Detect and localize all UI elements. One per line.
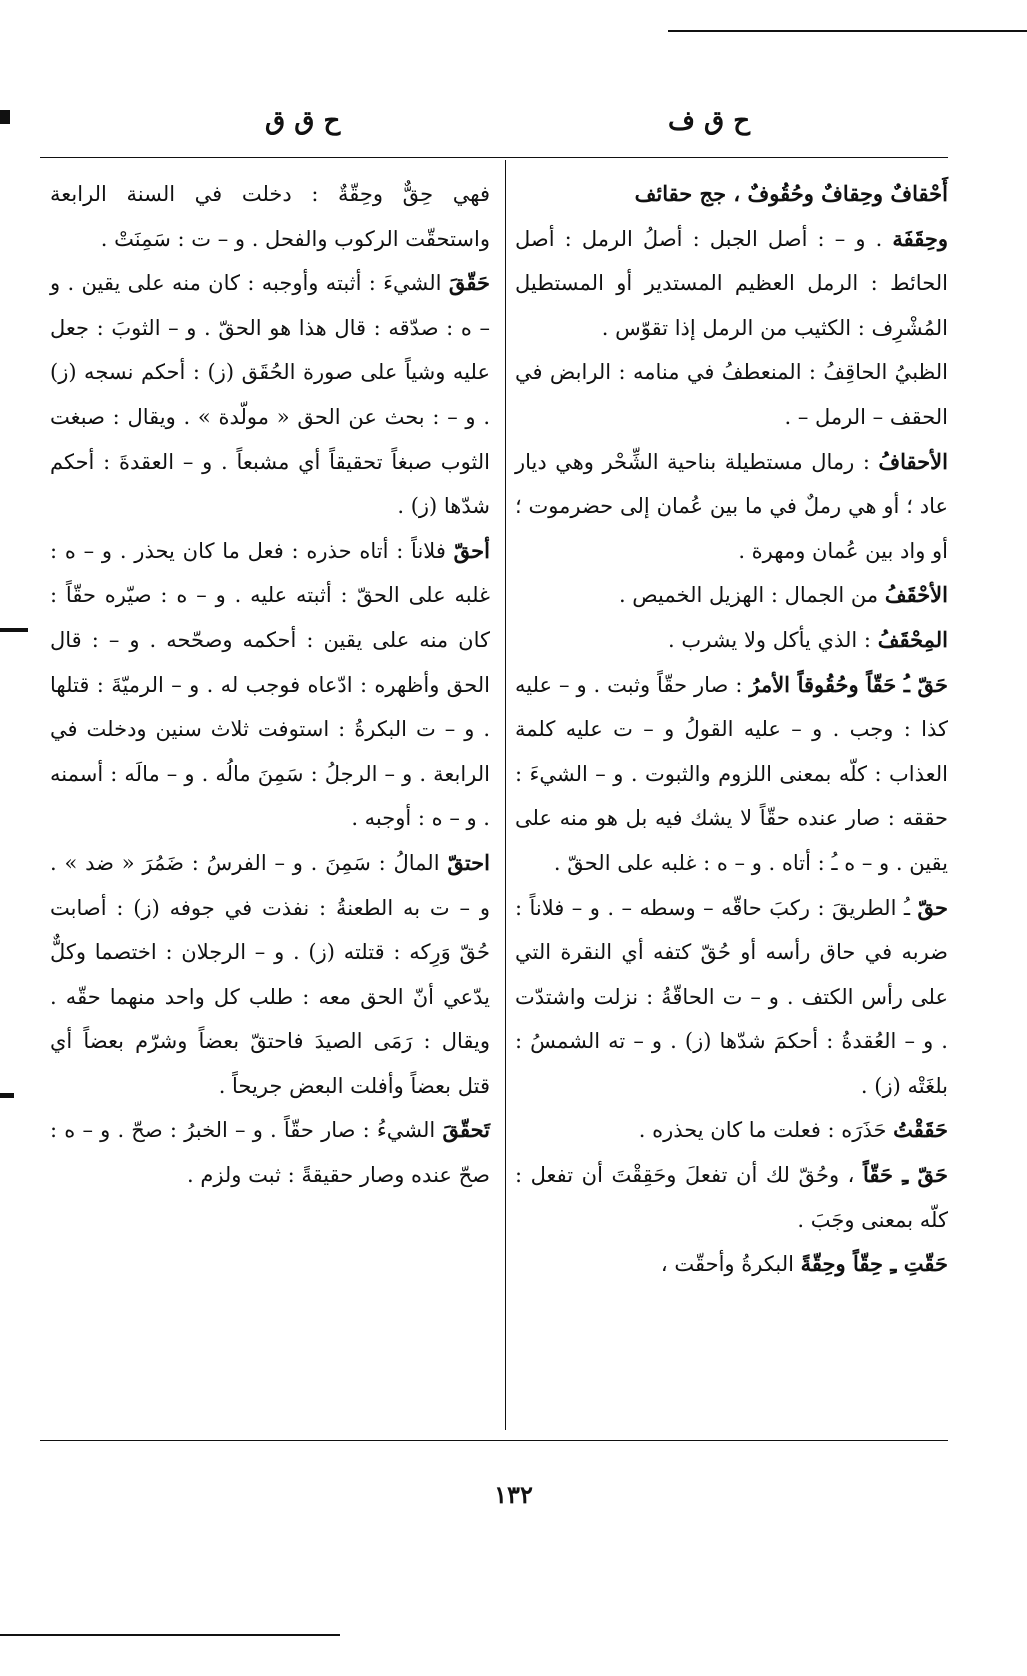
entry: حَقّ ـُ حَقّاً وحُقُوقاً الأمرُ : صار حقّاً وثبت . و – عليه كذا : وجب . و – عليه القولُ و – ت عليه كلمة العذاب : كلّه بمعنى اللزوم والثبوت . و – الشيءَ : حققه : صار عنده حقّاً لا يشك فيه بل هو منه على يقين . و – ه ـُ : أتاه . و – ه : غلبه على الحقّ . (515, 671, 949, 875)
bottom-rule (40, 1440, 948, 1441)
entry: المِحْقَفُ : الذي يأكل ولا يشرب . (667, 626, 948, 652)
entry: حَقّتِ ـِ حِقّاً وحِقّةً البكرةُ وأحقّت ، (660, 1251, 948, 1277)
entry: احتقّ المالُ : سَمِنَ . و – الفرسُ : ضَمُرَ « ضد » . و – ت به الطعنةُ : نفذت في جوفه (ز) : أصابت حُقّ وَرِكه : قتلته (ز) . و – الرجلان : اختصما وكلٌّ يدّعي أنّ الحق معه : طلب كل واحد منهما حقّه . ويقال : رَمَى الصيدَ فاحتقّ بعضاً وشرّم بعضاً أي قتل بعضاً وأفلت البعض جريحاً . (50, 849, 490, 1098)
page-number: ١٣٢ (494, 1480, 533, 1509)
column-divider (505, 160, 506, 1430)
scan-mark (0, 110, 10, 124)
header-rule (40, 157, 948, 158)
entry: تَحقّقَ الشيءُ : صار حقّاً . و – الخبرُ : صحّ . و – ه : صحّ عنده وصار حقيقةً : ثبت ولزم . (50, 1117, 490, 1188)
scan-mark (0, 628, 28, 632)
right-column (515, 172, 948, 1287)
top-rule (668, 30, 1027, 32)
entry: فهي حِقٌّ وحِقّةٌ : دخلت في السنة الرابعة واستحقّت الركوب والفحل . و – ت : سَمِنَتْ . (50, 182, 490, 251)
left-column (50, 172, 490, 1198)
entry: حَقّ ـِ حَقّاً ، وحُقّ لك أن تفعلَ وحَقِقْتَ أن تفعل : كلّه بمعنى وجَبَ . (515, 1162, 948, 1232)
entry: حقّ ـُ الطريقَ : ركبَ حاقّه – وسطه – . و – فلاناً : ضربه في حاق رأسه أو حُقّ كتفه أي النقرة التي على رأس الكتف . و – ت الحاقّةُ : نزلت واشتدّت . و – العُقدةُ : أحكمَ شدّها (ز) . و – ته الشمسُ : بلغَتْه (ز) . (515, 894, 948, 1098)
header-right: ح ق ف (668, 106, 751, 136)
entry: الظبيُ الحاقِفُ : المنعطفُ في منامه : الرابض في الحقف – الرمل – . (515, 360, 948, 429)
entry: الأحْقَفُ من الجمال : الهزيل الخميص . (618, 582, 948, 608)
entry: الأحقافُ : رمال مستطيلة بناحية الشِّحْر وهي ديار عاد ؛ أو هي رملٌ في ما بين عُمان إلى حضرموت ؛ أو واد بين عُمان ومهرة . (515, 448, 948, 563)
entry: حَقَقْتُ حَذَرَه : فعلت ما كان يحذره . (638, 1117, 948, 1143)
entry: حَقّقَ الشيءَ : أثبته وأوجبه : كان منه على يقين . و – ه : صدّقه : قال هذا هو الحقّ . و – الثوبَ : جعل عليه وشياً على صورة الحُقَق (ز) : أحكم نسجه (ز) . و – : بحث عن الحق « مولّدة » . ويقال : صبغت الثوب صبغاً تحقيقاً أي مشبعاً . و – العقدةَ : أحكم شدّها (ز) . (50, 270, 490, 519)
bottom-scan-rule (0, 1634, 340, 1636)
header-left: ح ق ق (265, 106, 341, 136)
entry: أحقّ فلاناً : أتاه حذره : فعل ما كان يحذر . و – ه : غلبه على الحقّ : أثبته عليه . و – ه : صيّره حقّاً : كان منه على يقين : أحكمه وصحّحه . و – : قال الحق وأظهره : ادّعاه فوجب له . و – الرميّةَ : قتلها . و – ت البكرةُ : استوفت ثلاث سنين ودخلت في الرابعة . و – الرجلُ : سَمِنَ مالُه . و – مالَه : أسمنه . و – ه : أوجبه . (50, 537, 490, 831)
entry: أَحْقافٌ وحِقافٌ وحُقُوفٌ ، جج حقائف (634, 181, 948, 206)
entry: وحِقَفَة . و – : أصل الجبل : أصلُ الرمل : أصل الحائط : الرمل العظيم المستدير أو المستطيل المُشْرِف : الكثيب من الرمل إذا تقوّس . (515, 225, 948, 340)
scan-mark (0, 1093, 14, 1098)
